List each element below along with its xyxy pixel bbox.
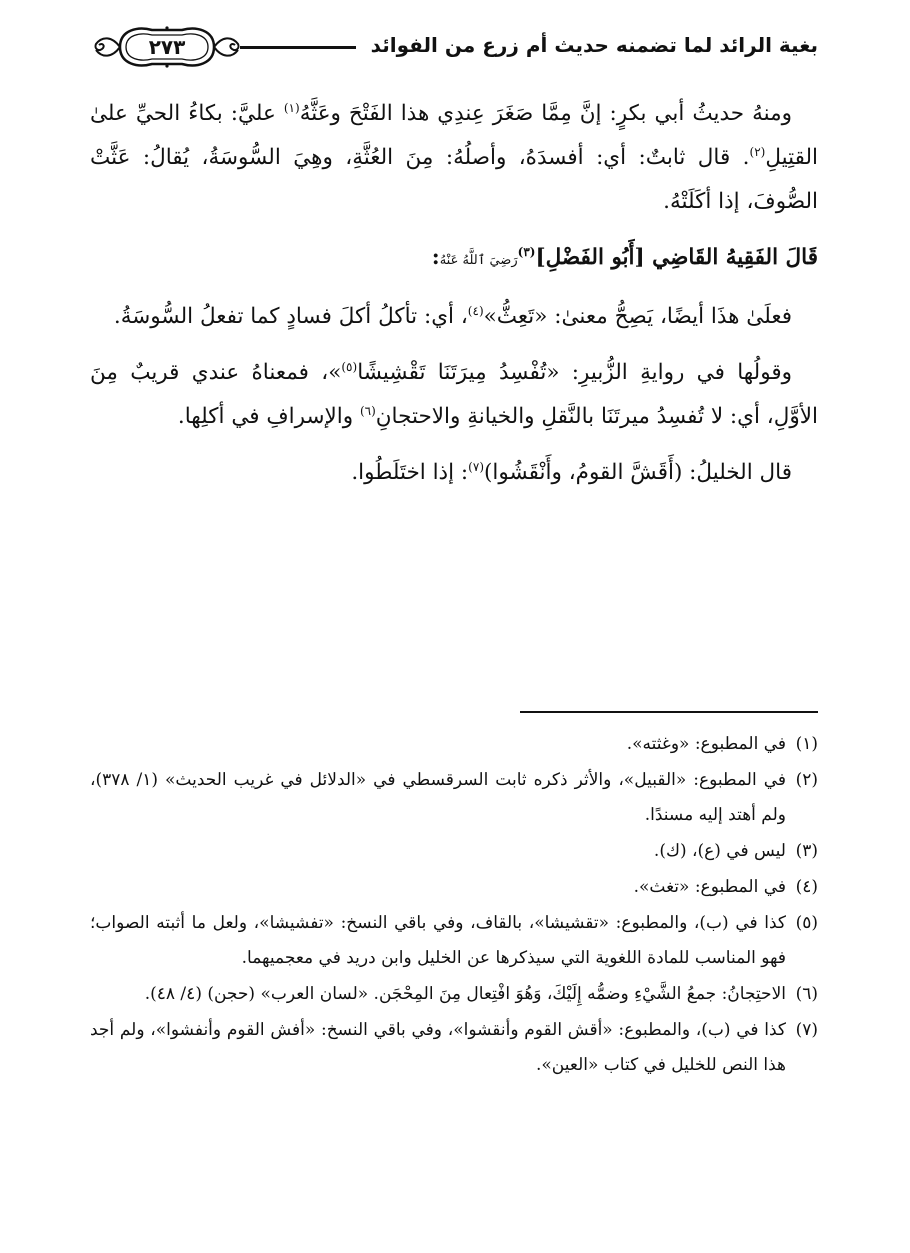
footnote-ref: (٧): [468, 459, 484, 474]
footnote: [90, 906, 818, 976]
footnote-text: في المطبوع: «القبيل»، والأثر ذكره ثابت السرقسطي في «الدلائل في غريب الحديث» (١/ ٣٧٨)، ولم أهتد إليه مسندًا.: [90, 770, 786, 825]
section-heading: [90, 236, 818, 283]
footnote-number: (٧): [795, 1020, 818, 1040]
header-rule: [240, 46, 356, 49]
text-run: فعلَىٰ هذَا أيضًا، يَصِحُّ معنىٰ: «تَعِثُّ»: [483, 304, 792, 329]
text-run: ، أي: تأكلُ أكلَ فسادٍ كما تفعلُ السُّوسَةُ.: [113, 304, 468, 329]
main-text: [90, 92, 818, 507]
footnote-text: كذا في (ب)، والمطبوع: «أقش القوم وأنقشوا»، وفي باقي النسخ: «أفش القوم وأنفشوا»، ولم أجد هذا النص للخليل في كتاب «العين».: [90, 1020, 786, 1075]
text-run: والإسرافِ في أكلِها.: [177, 404, 360, 429]
footnote-text: كذا في (ب)، والمطبوع: «تقشيشا»، بالقاف، وفي باقي النسخ: «تفشيشا»، ولعل ما أثبته الصواب؛ فهو المناسب للمادة اللغوية التي سيذكرها عن الخليل وابن دريد في معجميهما.: [90, 913, 786, 968]
footnote: [90, 870, 818, 905]
footnote-number: (٣): [795, 841, 818, 861]
footnote-number: (٦): [795, 984, 818, 1004]
footnote: [90, 727, 818, 762]
running-header: [90, 22, 818, 72]
text-run: : إذا اختَلَطُوا.: [351, 460, 469, 485]
text-run: . قال ثابتٌ: أي: أفسدَهُ، وأصلُهُ: مِنَ العُثَّةِ، وهِيَ السُّوسَةُ، يُقالُ: عَثَّتْ الصُّوفَ، إذا أكَلَتْهُ.: [90, 145, 818, 214]
paragraph-1: [90, 92, 818, 224]
footnote-text: الاحتِجانُ: جمعُ الشَّيْءِ وضمُّه إِلَيْكَ، وَهُوَ افْتِعال مِنَ المِحْجَن. «لسان العرب» (حجن) (٤/ ٤٨).: [144, 984, 786, 1004]
footnotes: [90, 727, 818, 1084]
heading-colon: :: [431, 245, 440, 270]
text-run: وقولُها في روايةِ الزُّبيرِ: «تُفْسِدُ مِيرَتَنَا تَقْشِيشًا: [357, 360, 792, 385]
footnote-number: (٤): [795, 877, 818, 897]
blessing-text: رَضِيَ ٱللَّهُ عَنْهُ: [439, 253, 518, 268]
footnote-text: في المطبوع: «وغثته».: [626, 734, 786, 754]
running-title: بغية الرائد لما تضمنه حديث أم زرع من الفوائد: [370, 33, 818, 57]
footnote-ref: (٥): [341, 359, 358, 374]
footnote-ref: (٦): [359, 403, 376, 418]
paragraph-2: [90, 295, 818, 339]
footnote-number: (٥): [795, 913, 818, 933]
footnote: [90, 977, 818, 1012]
footnote: [90, 834, 818, 869]
text-run: »، فمعناهُ عندي قريبٌ مِنَ الأوَّلِ، أي: لا تُفسِدُ ميرتَنَا بالنَّقلِ والخيانةِ والاحتجانِ: [90, 360, 818, 429]
heading-text: قَالَ الفَقِيهُ القَاضِي [أَبُو الفَضْلِ]: [535, 245, 818, 270]
footnote: [90, 763, 818, 833]
footnote-ref: (٢): [749, 144, 766, 159]
paragraph-4: [90, 451, 818, 495]
text-run: قال الخليلُ: (أَقَشَّ القومُ، وأَنْقَشُوا): [484, 460, 792, 485]
paragraph-3: [90, 351, 818, 439]
footnote-ref: (٤): [467, 303, 484, 318]
page-number: ٢٧٣: [148, 35, 186, 59]
footnote-text: في المطبوع: «تغث».: [633, 877, 786, 897]
footnote-separator: [520, 711, 818, 713]
footnote-number: (٢): [795, 770, 818, 790]
footnote: [90, 1013, 818, 1083]
footnote-text: ليس في (ع)، (ك).: [653, 841, 786, 861]
footnote-number: (١): [795, 734, 818, 754]
footnote-ref: (٣): [517, 244, 536, 259]
text-run: ومنهُ حديثُ أبي بكرٍ: إنَّ مِمَّا صَغَرَ عِندِي هذا الفَتْحَ وعَثَّهُ: [299, 101, 792, 126]
text-run: عليَّ: بكاءُ الحيِّ علىٰ القتِيلِ: [90, 101, 818, 170]
footnote-ref: (١): [283, 100, 300, 115]
